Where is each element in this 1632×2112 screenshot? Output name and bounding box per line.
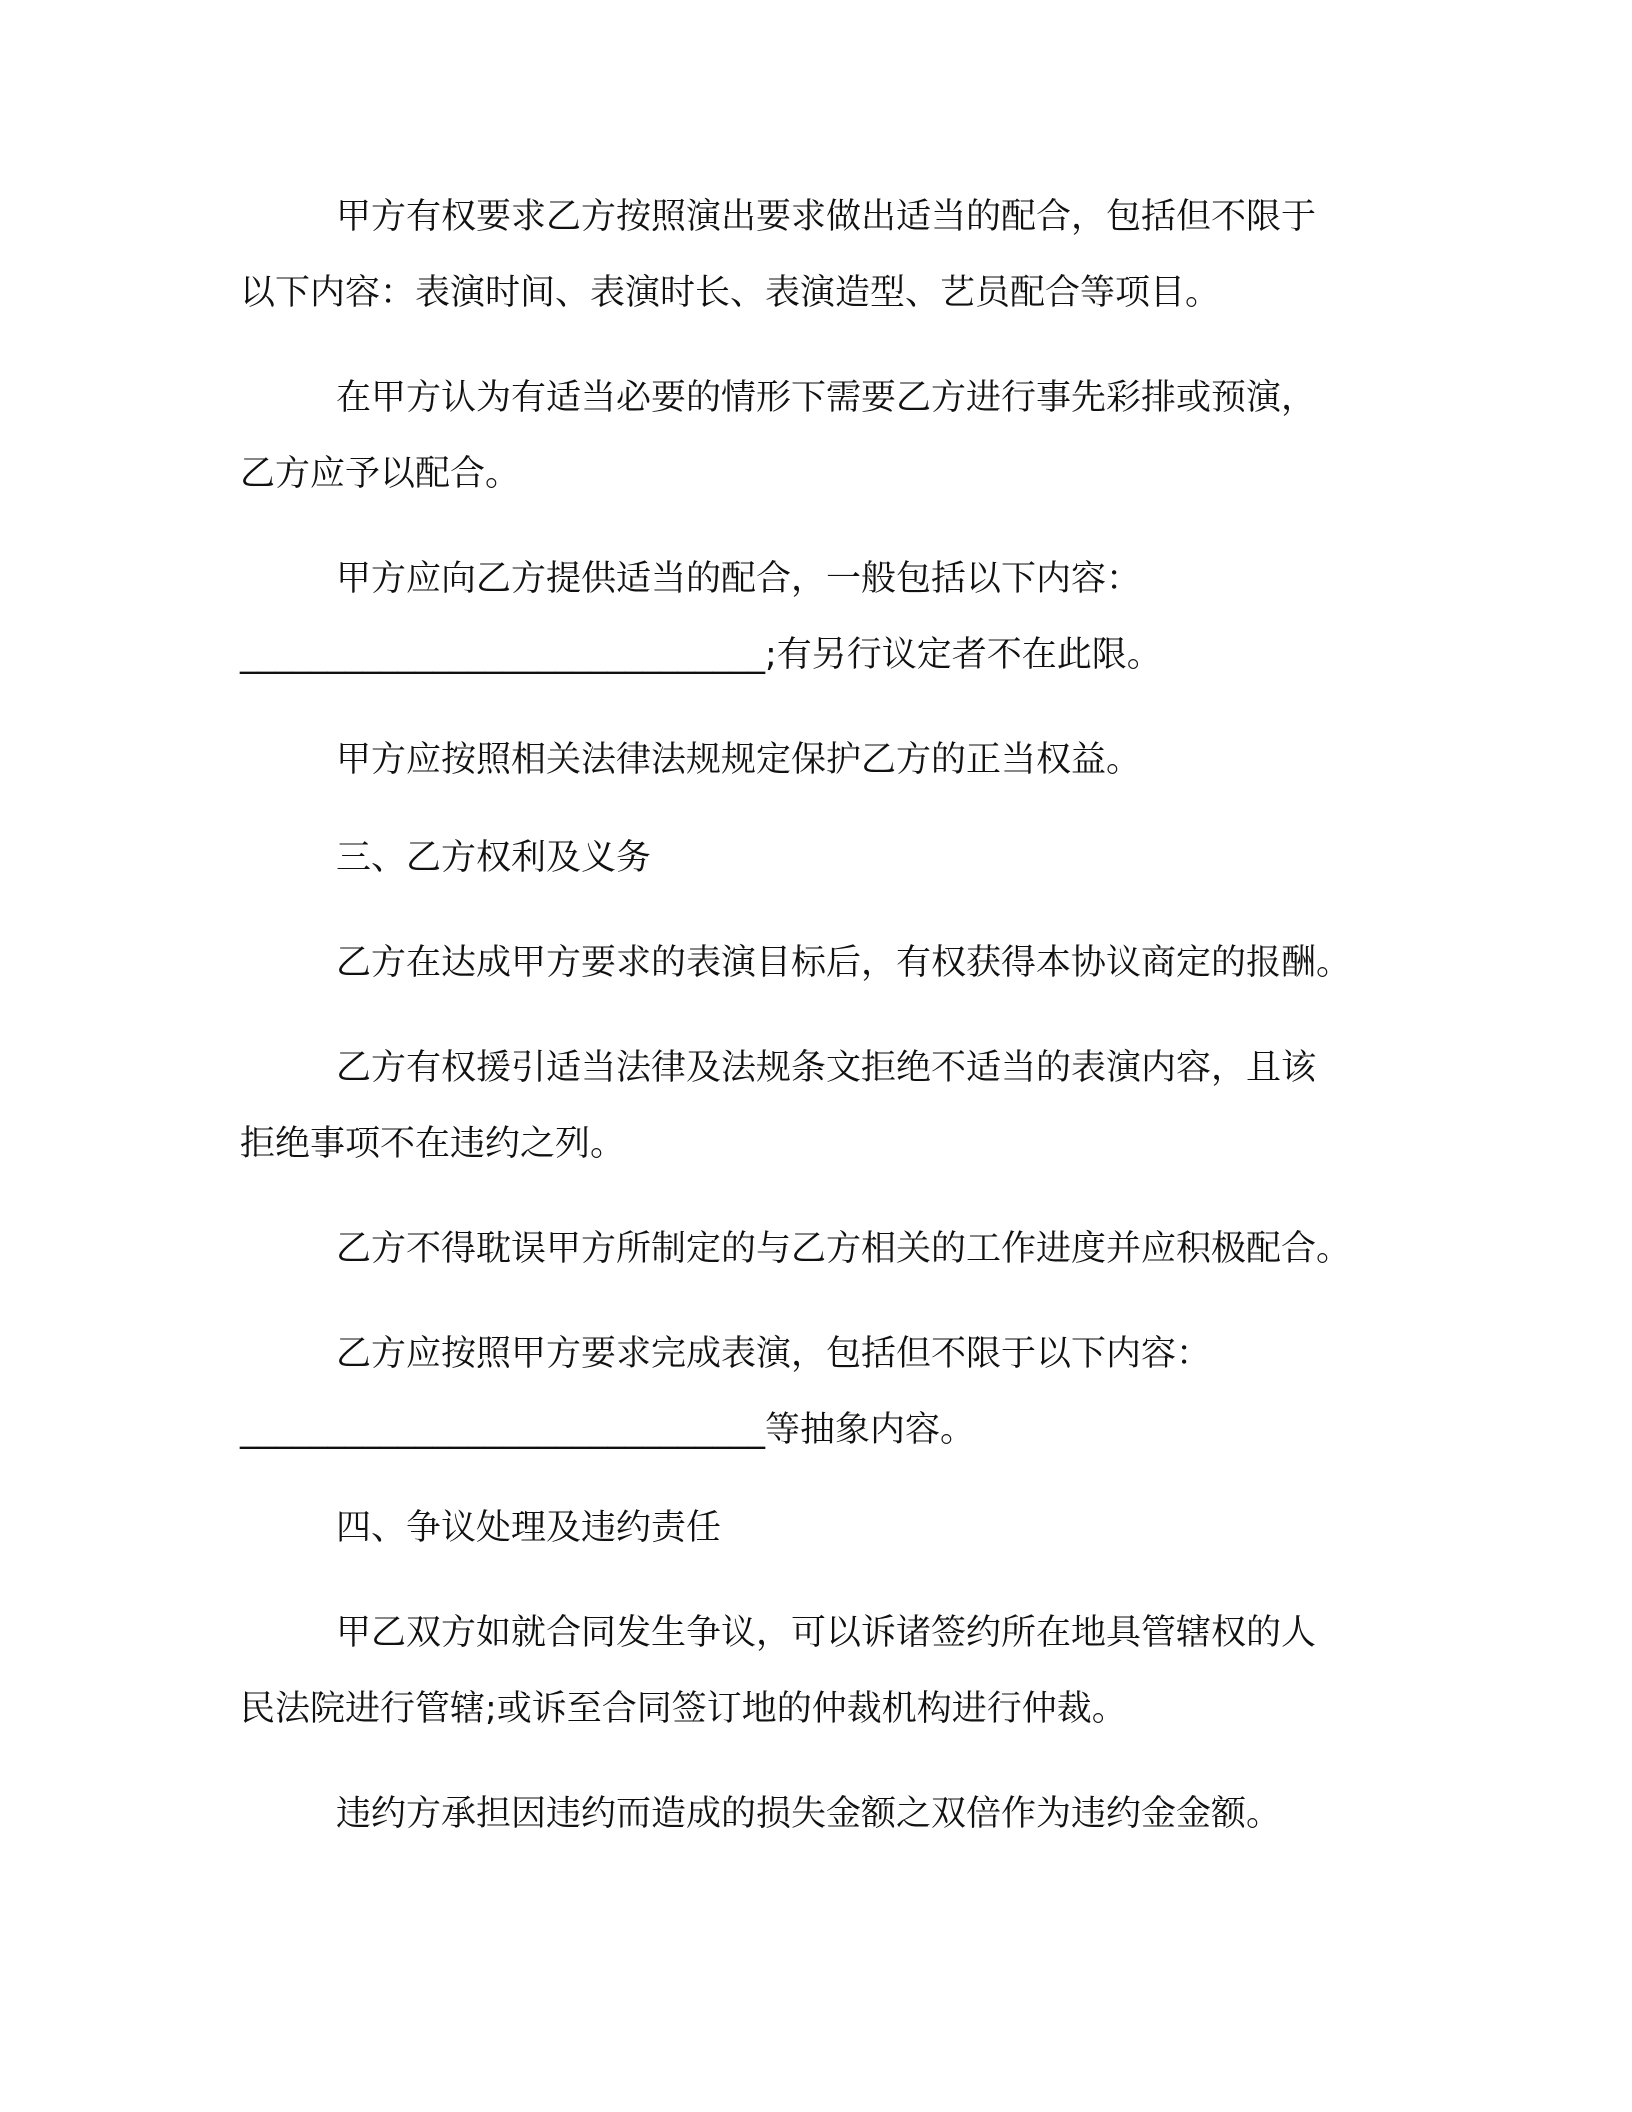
paragraph-8-line-2: ______________________________等抽象内容。 bbox=[240, 1410, 976, 1450]
paragraph-1-line-1: 甲方有权要求乙方按照演出要求做出适当的配合，包括但不限于 bbox=[336, 197, 1317, 237]
paragraph-5: 乙方在达成甲方要求的表演目标后，有权获得本协议商定的报酬。 bbox=[336, 943, 1352, 983]
paragraph-6-line-1: 乙方有权援引适当法律及法规条文拒绝不适当的表演内容，且该 bbox=[336, 1048, 1317, 1088]
paragraph-7: 乙方不得耽误甲方所制定的与乙方相关的工作进度并应积极配合。 bbox=[336, 1229, 1352, 1269]
paragraph-10: 违约方承担因违约而造成的损失金额之双倍作为违约金金额。 bbox=[336, 1794, 1282, 1834]
paragraph-3-line-2: ______________________________;有另行议定者不在此限。 bbox=[240, 635, 1162, 675]
section-heading-3: 三、乙方权利及义务 bbox=[336, 838, 652, 878]
paragraph-6-line-2: 拒绝事项不在违约之列。 bbox=[240, 1124, 626, 1164]
paragraph-2-line-1: 在甲方认为有适当必要的情形下需要乙方进行事先彩排或预演， bbox=[336, 378, 1317, 418]
paragraph-8-line-1: 乙方应按照甲方要求完成表演，包括但不限于以下内容： bbox=[336, 1334, 1212, 1374]
paragraph-1-line-2: 以下内容：表演时间、表演时长、表演造型、艺员配合等项目。 bbox=[240, 273, 1221, 313]
paragraph-4: 甲方应按照相关法律法规规定保护乙方的正当权益。 bbox=[336, 740, 1142, 780]
paragraph-9-line-2: 民法院进行管辖;或诉至合同签订地的仲裁机构进行仲裁。 bbox=[240, 1689, 1127, 1729]
paragraph-9-line-1: 甲乙双方如就合同发生争议，可以诉诸签约所在地具管辖权的人 bbox=[336, 1613, 1317, 1653]
section-heading-4: 四、争议处理及违约责任 bbox=[336, 1508, 722, 1548]
paragraph-2-line-2: 乙方应予以配合。 bbox=[240, 454, 521, 494]
paragraph-3-line-1: 甲方应向乙方提供适当的配合，一般包括以下内容： bbox=[336, 559, 1142, 599]
